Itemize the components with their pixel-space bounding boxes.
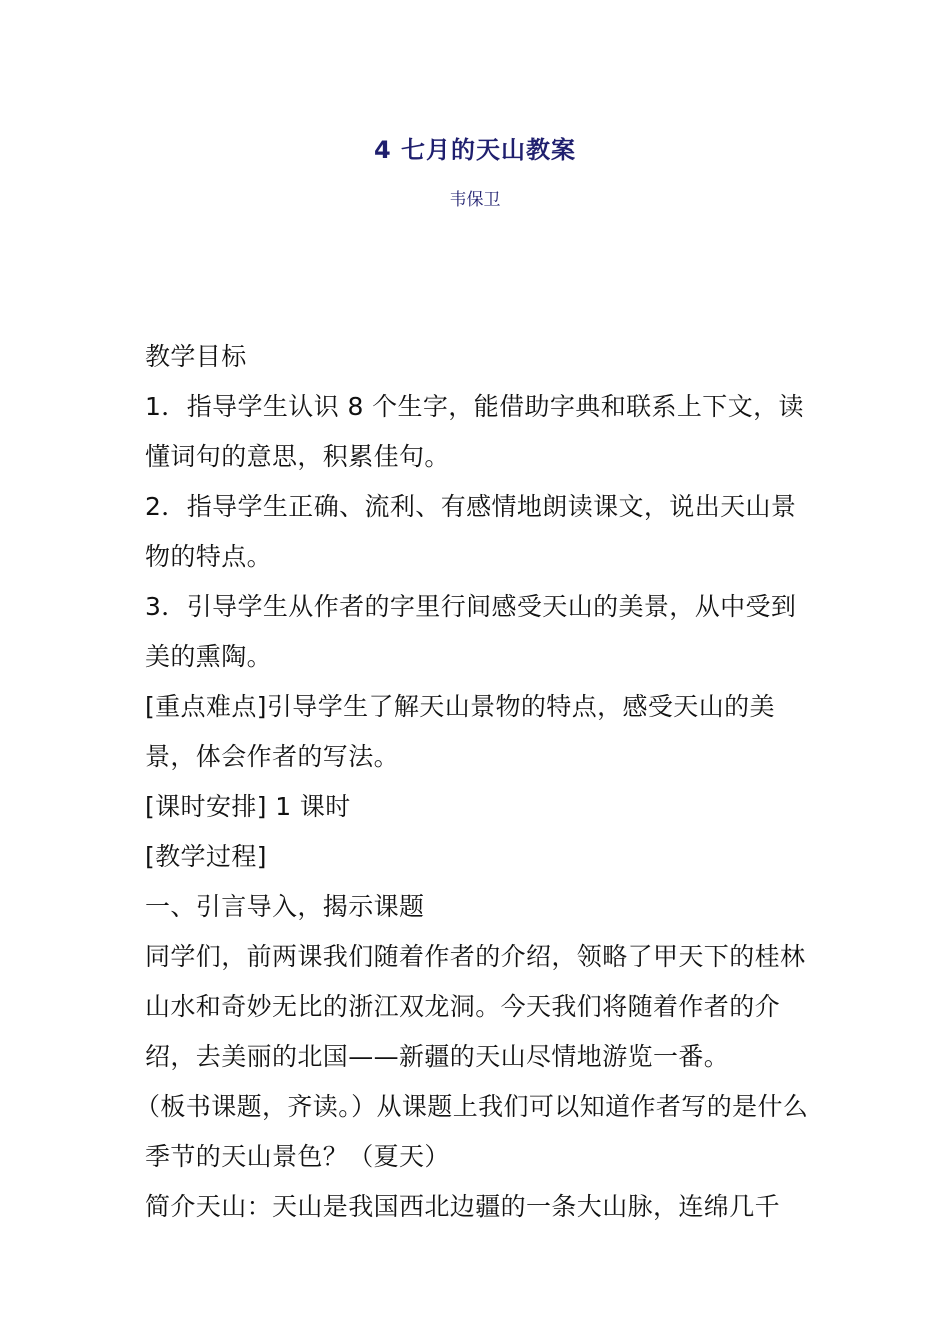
document-author: 韦保卫 — [449, 190, 501, 210]
key-difficulties-paragraph: [重点难点]引导学生了解天山景物的特点，感受天山的美景，体会作者的写法。 — [145, 692, 775, 771]
board-writing-paragraph: （板书课题，齐读。）从课题上我们可以知道作者写的是什么季节的天山景色？（夏天） — [135, 1092, 809, 1171]
objective-item-2: 2．指导学生正确、流利、有感情地朗读课文，说出天山景物的特点。 — [145, 492, 797, 571]
introduction-paragraph: 同学们，前两课我们随着作者的介绍，领略了甲天下的桂林山水和奇妙无比的浙江双龙洞。今天我们将随着作者的介绍，去美丽的北国——新疆的天山尽情地游览一番。 — [145, 942, 806, 1071]
section-heading-objectives: 教学目标 — [145, 342, 247, 371]
section-heading-introduction: 一、引言导入，揭示课题 — [145, 892, 425, 921]
class-schedule-paragraph: [课时安排] 1 课时 — [145, 792, 351, 821]
document-title: 4 七月的天山教案 — [373, 136, 577, 164]
teaching-process-heading: [教学过程] — [145, 842, 267, 871]
objective-item-1: 1．指导学生认识 8 个生字，能借助字典和联系上下文，读懂词句的意思，积累佳句。 — [145, 392, 804, 471]
tianshan-intro-paragraph: 简介天山：天山是我国西北边疆的一条大山脉，连绵几千 — [145, 1192, 781, 1221]
objective-item-3: 3．引导学生从作者的字里行间感受天山的美景，从中受到美的熏陶。 — [145, 592, 797, 671]
document-body — [135, 332, 810, 1232]
